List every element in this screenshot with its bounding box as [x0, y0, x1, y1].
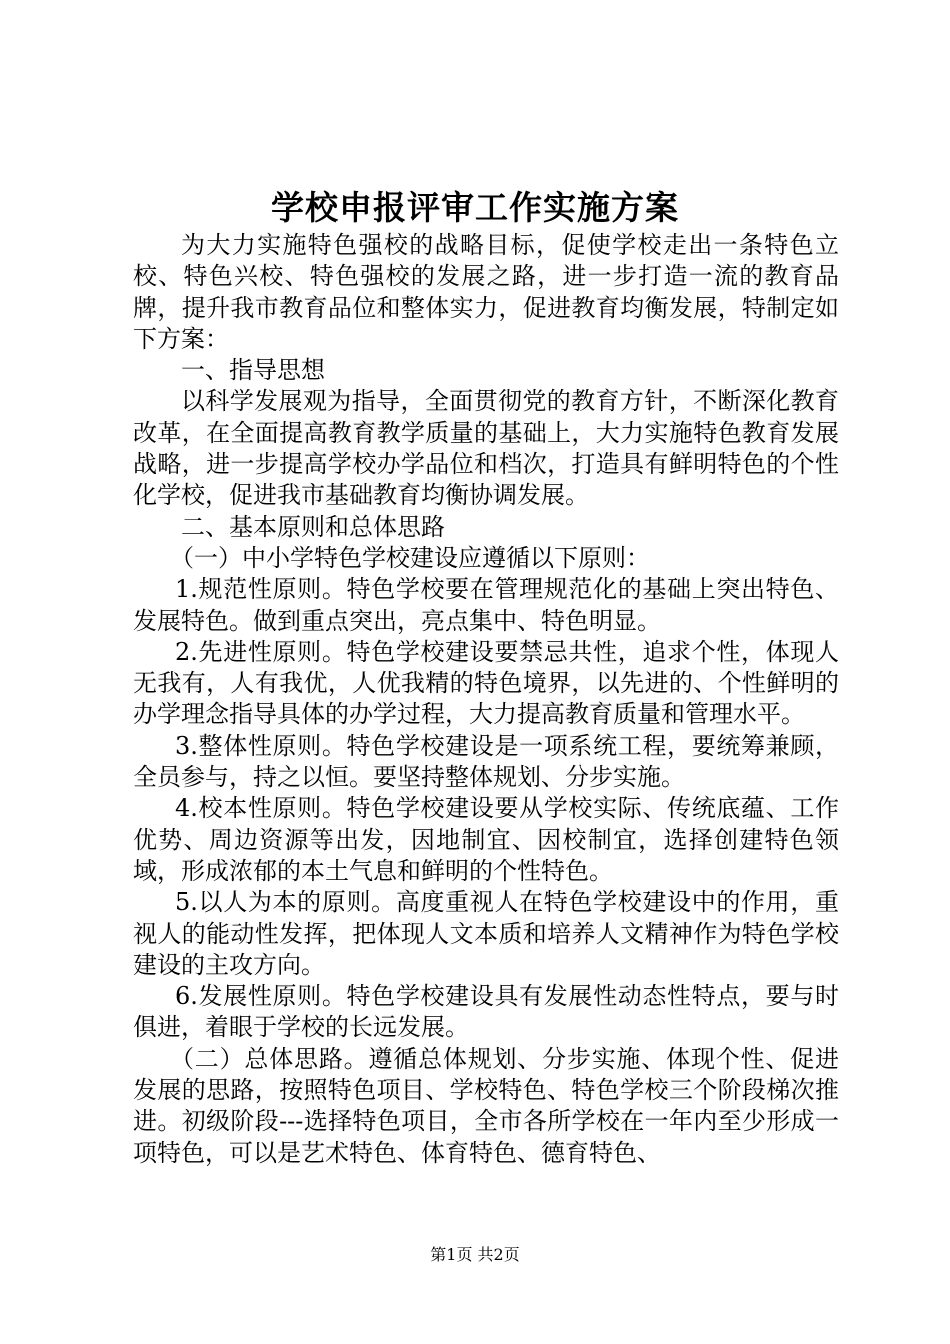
document-body [133, 230, 839, 1169]
intro-paragraph: 为大力实施特色强校的战略目标，促使学校走出一条特色立校、特色兴校、特色强校的发展之路，进一步打造一流的教育品牌，提升我市教育品位和整体实力，促进教育均衡发展，特制定如下方案： [133, 231, 839, 353]
section-heading-principles: 二、基本原则和总体思路 [181, 512, 445, 541]
principle-item-1: 1.规范性原则。特色学校要在管理规范化的基础上突出特色、发展特色。做到重点突出，亮点集中、特色明显。 [133, 575, 839, 635]
subsection-heading-principles: （一）中小学特色学校建设应遵循以下原则： [170, 543, 650, 572]
principle-item-5: 5.以人为本的原则。高度重视人在特色学校建设中的作用，重视人的能动性发挥，把体现人文本质和培养人文精神作为特色学校建设的主攻方向。 [133, 888, 839, 979]
section-heading-guiding-ideology: 一、指导思想 [181, 356, 325, 385]
principle-item-2: 2.先进性原则。特色学校建设要禁忌共性，追求个性，体现人无我有，人有我优，人优我精的特色境界，以先进的、个性鲜明的办学理念指导具体的办学过程，大力提高教育质量和管理水平。 [133, 637, 839, 729]
principle-item-4: 4.校本性原则。特色学校建设要从学校实际、传统底蕴、工作优势、周边资源等出发，因地制宜、因校制宜，选择创建特色领域，形成浓郁的本土气息和鲜明的个性特色。 [133, 794, 839, 885]
guiding-ideology-paragraph: 以科学发展观为指导，全面贯彻党的教育方针，不断深化教育改革，在全面提高教育教学质量的基础上，大力实施特色教育发展战略，进一步提高学校办学品位和档次，打造具有鲜明特色的个性化学校，促进我市基础教育均衡协调发展。 [133, 387, 839, 510]
principle-item-3: 3.整体性原则。特色学校建设是一项系统工程，要统筹兼顾，全员参与，持之以恒。要坚持整体规划、分步实施。 [133, 731, 839, 792]
principle-item-6: 6.发展性原则。特色学校建设具有发展性动态性特点，要与时俱进，着眼于学校的长远发展。 [133, 982, 839, 1042]
overall-approach-paragraph: （二）总体思路。遵循总体规划、分步实施、体现个性、促进发展的思路，按照特色项目、学校特色、特色学校三个阶段梯次推进。初级阶段---选择特色项目，全市各所学校在一年内至少形成一项特色，可以是艺术特色、体育特色、德育特色、 [133, 1044, 839, 1167]
document-title: 学校申报评审工作实施方案 [271, 188, 679, 227]
page-footer: 第1页 共2页 [430, 1245, 520, 1264]
